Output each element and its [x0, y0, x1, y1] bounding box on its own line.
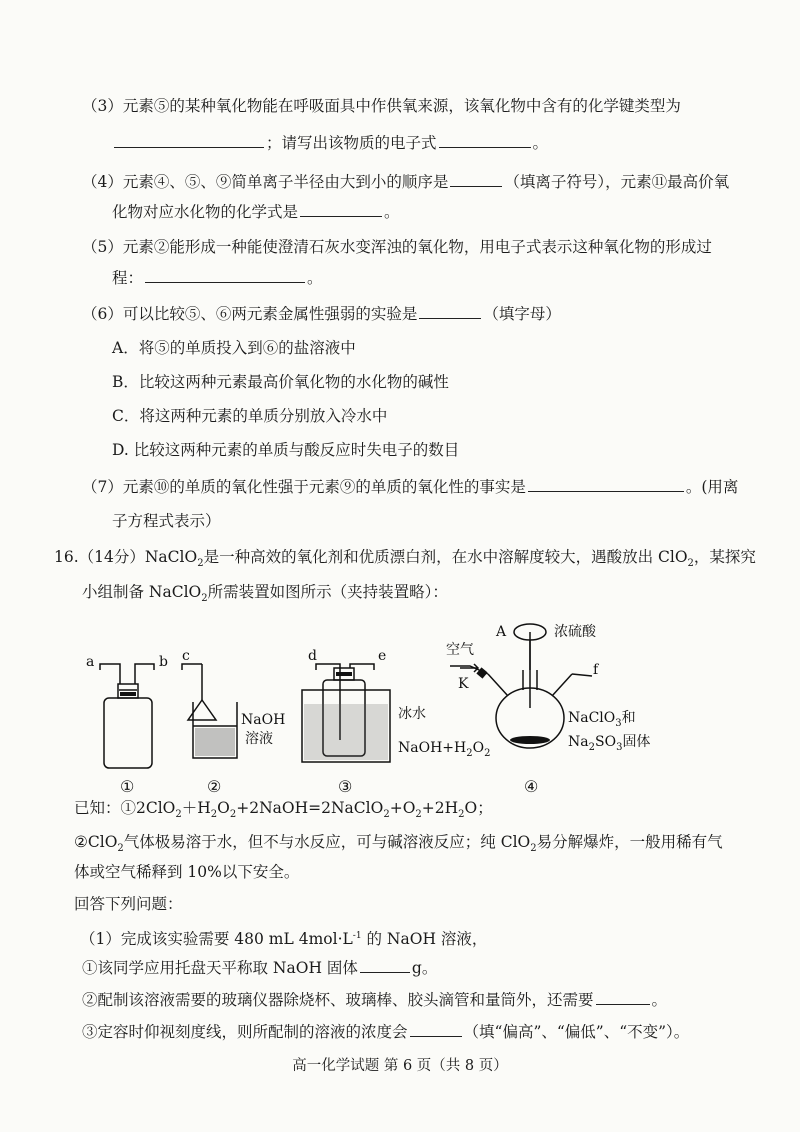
- q7-text-3: 子方程式表示）: [112, 512, 221, 530]
- gas-label: 空气: [446, 642, 474, 658]
- sub1-text: g。: [411, 959, 438, 977]
- answer-blank[interactable]: [450, 171, 502, 187]
- known-text: O: [217, 799, 230, 817]
- q6-option-a: [112, 336, 356, 360]
- port-label: f: [593, 662, 599, 678]
- q7-text-2: 。(用离: [685, 478, 739, 496]
- q4-text-2: （填离子符号），元素⑪最高价氧: [504, 173, 730, 191]
- known-text: 已知：①2ClO: [74, 799, 176, 817]
- q6-option-b: [112, 370, 449, 394]
- q3-text-2: ；请写出该物质的电子式: [266, 134, 437, 152]
- known-text: ②ClO: [74, 833, 118, 851]
- part1-line: [80, 924, 487, 951]
- sub3-text: ③定容时仰视刻度线，则所配制的溶液的浓度会: [82, 1023, 408, 1041]
- q6-option-c: [112, 404, 387, 428]
- subscript: 2: [175, 809, 182, 821]
- port-label: b: [159, 654, 168, 670]
- subscript: 2: [229, 809, 237, 821]
- q16-line2: [82, 580, 448, 611]
- option-text: C．将这两种元素的单质分别放入冷水中: [112, 407, 388, 425]
- apparatus-number: ②: [207, 777, 222, 796]
- answer-blank[interactable]: [439, 132, 531, 148]
- q5-line2: [112, 266, 323, 290]
- q16-text-2: 是一种高效的氧化剂和优质漂白剂，在水中溶解度较大，遇酸放出 ClO: [203, 548, 688, 566]
- q16-text: 16.（14分）NaClO: [54, 548, 198, 566]
- port-label: a: [86, 654, 95, 670]
- apparatus-figure: [0, 612, 800, 812]
- q4-line1: [82, 170, 729, 194]
- port-label: e: [378, 648, 387, 664]
- port-label: c: [182, 648, 190, 664]
- reagent-label: 冰水: [398, 706, 426, 722]
- apparatus-number: ③: [338, 777, 353, 796]
- option-text: B．比较这两种元素最高价氧化物的水化物的碱性: [112, 373, 449, 391]
- known-text: 体或空气稀释到 10%以下安全。: [74, 863, 300, 881]
- known-text: +2H: [421, 799, 459, 817]
- reagent-label: $NaOH+H_2O_2$: [398, 740, 491, 759]
- q4-line2: [112, 200, 400, 224]
- subscript: 2: [415, 809, 422, 821]
- q3-text: （3）元素⑤的某种氧化物能在呼吸面具中作供氧来源，该氧化物中含有的化学键类型为: [82, 97, 681, 115]
- q3-line2: [112, 131, 548, 155]
- page-footer: 高一化学试题 第 6 页（共 8 页）: [292, 1058, 508, 1074]
- q6-stem: [82, 302, 561, 326]
- answer-blank[interactable]: [300, 201, 382, 217]
- prompt-text: 回答下列问题：: [74, 895, 183, 913]
- q3-line1: [82, 94, 681, 118]
- q6-text-2: （填字母）: [483, 305, 561, 323]
- answer-blank[interactable]: [410, 1021, 462, 1037]
- superscript: -1: [352, 931, 362, 941]
- subscript: 2: [687, 558, 694, 570]
- known-text: 气体极易溶于水，但不与水反应，可与碱溶液反应；纯 ClO: [123, 833, 531, 851]
- q6-option-d: [112, 438, 459, 462]
- subscript: 2: [458, 809, 465, 821]
- q3-text-3: 。: [532, 134, 549, 152]
- q16-text-4: 小组制备 NaClO: [82, 583, 202, 601]
- option-text: D. 比较这两种元素的单质与酸反应时失电子的数目: [112, 441, 460, 459]
- q5-text-2: 程：: [112, 269, 144, 287]
- sub1-line: [82, 956, 437, 980]
- reagent-label: 溶液: [245, 731, 273, 747]
- reagent-label: 浓硫酸: [554, 624, 596, 640]
- q5-text-3: 。: [307, 269, 323, 287]
- q7-line2: [112, 509, 221, 533]
- known-line2: [74, 830, 723, 861]
- answer-prompt: [74, 892, 183, 916]
- apparatus-number: ④: [524, 777, 539, 796]
- subscript: 2: [530, 843, 537, 855]
- q6-text: （6）可以比较⑤、⑥两元素金属性强弱的实验是: [82, 305, 418, 323]
- known-text: +2NaOH=2NaClO: [236, 799, 384, 817]
- known-line1: [74, 796, 493, 827]
- port-label: d: [308, 648, 317, 664]
- q7-text: （7）元素⑩的单质的氧化性强于元素⑨的单质的氧化性的事实是: [82, 478, 526, 496]
- known-text: 易分解爆炸，一般用稀有气: [536, 833, 723, 851]
- apparatus-number: ①: [120, 777, 135, 796]
- bottle-1: [100, 664, 154, 768]
- known-text: +O: [389, 799, 416, 817]
- answer-blank[interactable]: [596, 989, 650, 1005]
- q7-line1: [82, 475, 738, 499]
- q16-text-5: 所需装置如图所示（夹持装置略）：: [207, 583, 448, 601]
- answer-blank[interactable]: [360, 957, 410, 973]
- sub2-line: [82, 988, 667, 1012]
- subscript: 2: [201, 593, 208, 605]
- answer-blank[interactable]: [419, 303, 481, 319]
- answer-blank[interactable]: [114, 132, 264, 148]
- reagent-label: NaClO$_3$和: [568, 710, 636, 729]
- subscript: 2: [117, 843, 124, 855]
- valve-label: K: [458, 676, 469, 692]
- reagent-label: NaOH: [241, 712, 286, 728]
- known-line3: [74, 860, 299, 884]
- answer-blank[interactable]: [145, 267, 305, 283]
- q4-text-3: 化物对应水化物的化学式是: [112, 203, 299, 221]
- known-text: ＋H: [181, 799, 211, 817]
- subscript: 2: [210, 809, 218, 821]
- answer-blank[interactable]: [528, 476, 684, 492]
- q5-line1: [82, 235, 712, 259]
- sub3-line: [82, 1020, 689, 1044]
- option-text: A．将⑤的单质投入到⑥的盐溶液中: [112, 339, 356, 357]
- sub2-text: 。: [651, 991, 668, 1009]
- q5-text: （5）元素②能形成一种能使澄清石灰水变浑浊的氧化物，用电子式表示这种氧化物的形成过: [82, 238, 712, 256]
- q16-text-3: ，某探究: [693, 548, 756, 566]
- funnel-label: A: [496, 624, 507, 640]
- sub2-text: ②配制该溶液需要的玻璃仪器除烧杯、玻璃棒、胶头滴管和量筒外，还需要: [82, 991, 594, 1009]
- part1-text: 的 NaOH 溶液，: [361, 930, 488, 949]
- subscript: 2: [197, 558, 204, 570]
- q4-text: （4）元素④、⑤、⑨简单离子半径由大到小的顺序是: [82, 173, 449, 191]
- sub3-text: （填“偏高”、“偏低”、“不变”）。: [463, 1023, 690, 1041]
- subscript: 2: [383, 809, 390, 821]
- q16-line1: [54, 545, 756, 576]
- sub1-text: ①该同学应用托盘天平称取 NaOH 固体: [82, 959, 358, 977]
- q4-text-4: 。: [384, 203, 400, 221]
- reagent-label: $Na_2SO_3$固体: [568, 734, 651, 753]
- known-text: O；: [464, 799, 493, 817]
- part1-text: （1）完成该实验需要 480 mL 4mol·L: [80, 930, 353, 949]
